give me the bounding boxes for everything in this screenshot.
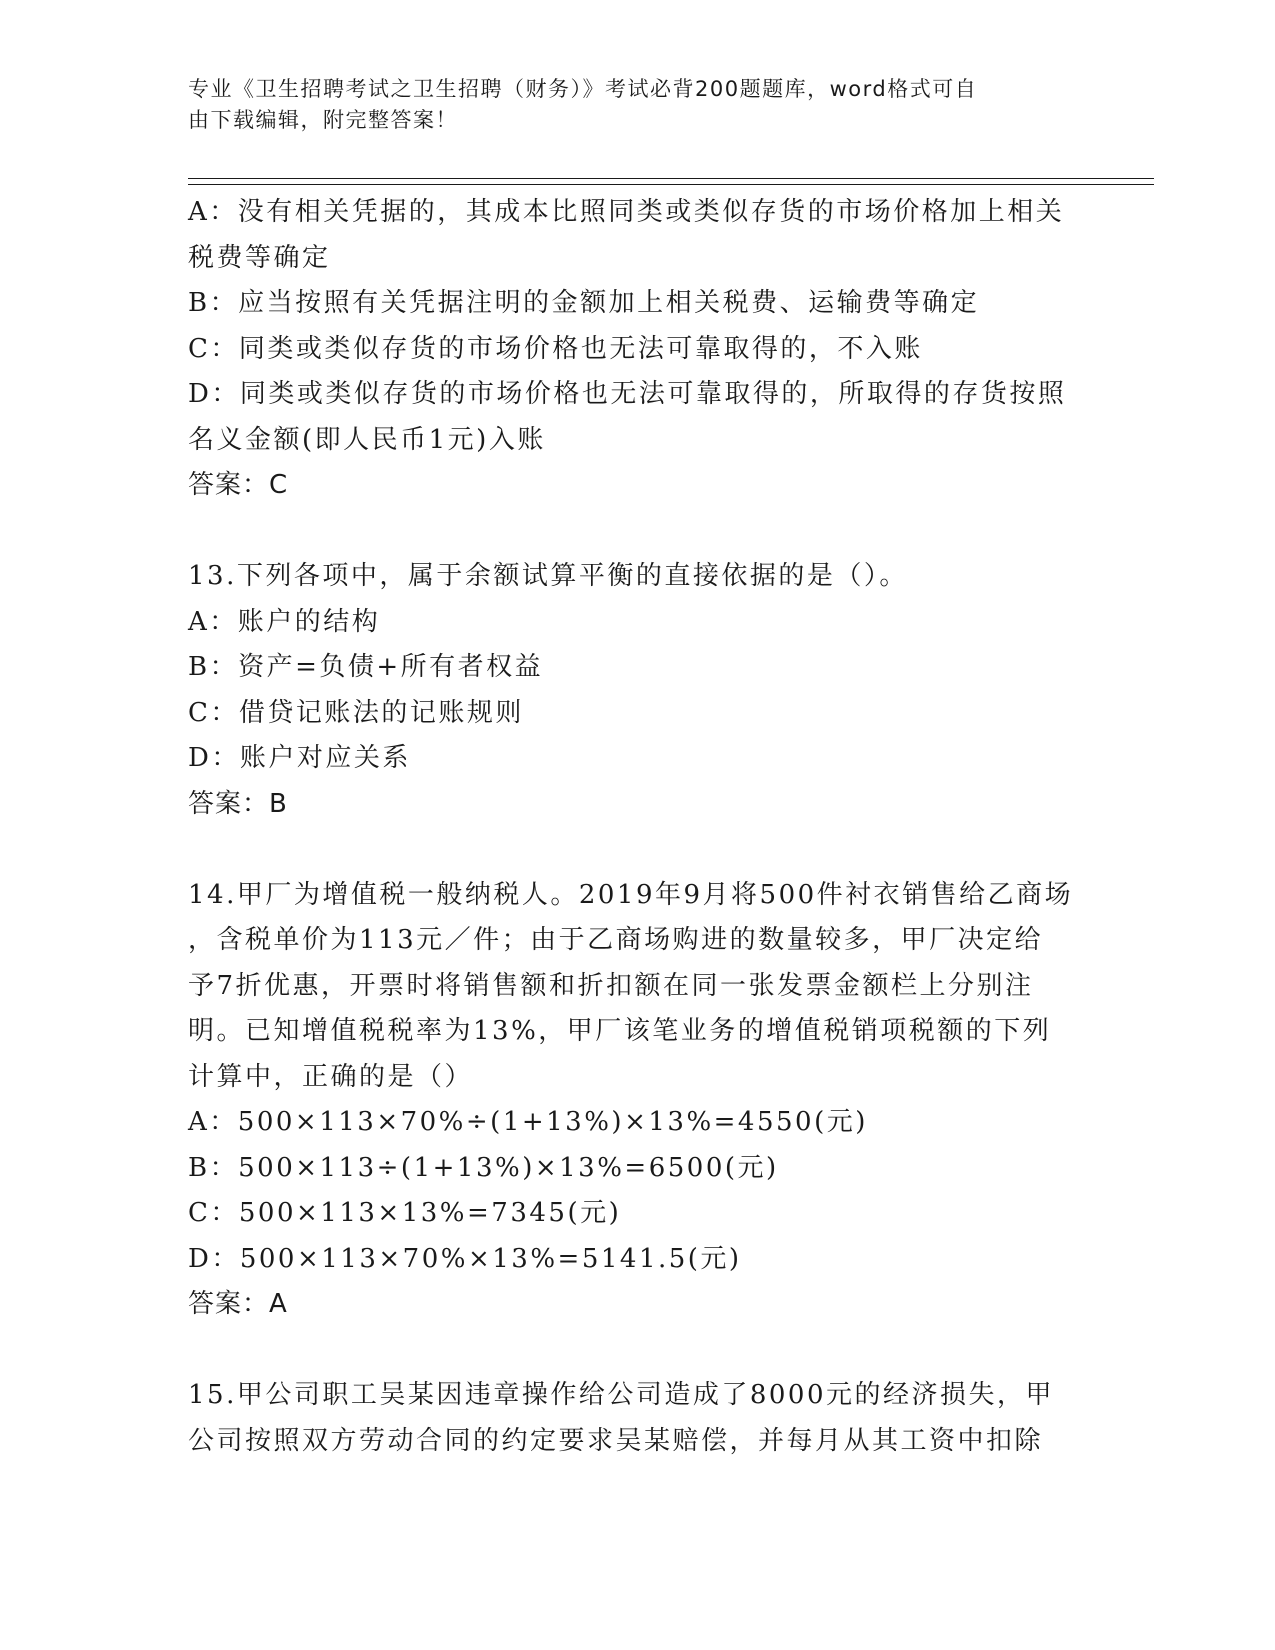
answer-line: 答案：B xyxy=(188,788,288,819)
question-12-block xyxy=(188,190,1088,509)
option-a-line-2: 税费等确定 xyxy=(188,242,331,273)
option-d: D：500×113×70%×13%=5141.5(元) xyxy=(188,1243,742,1274)
question-13-block xyxy=(188,554,1088,827)
answer-line: 答案：C xyxy=(188,470,289,500)
header-line-2: 由下载编辑，附完整答案！ xyxy=(188,108,458,132)
header-divider-top xyxy=(188,178,1154,179)
question-text-line-4: 明。已知增值税税率为13%，甲厂该笔业务的增值税销项税额的下列 xyxy=(188,1016,1052,1046)
option-b: B：500×113÷(1+13%)×13%=6500(元) xyxy=(188,1152,779,1183)
question-text-line-5: 计算中，正确的是（） xyxy=(188,1061,474,1092)
option-d-line-2: 名义金额(即人民币1元)入账 xyxy=(188,424,546,455)
question-15-block xyxy=(188,1373,1088,1464)
header-divider-bottom xyxy=(188,184,1154,185)
question-content xyxy=(188,190,1088,1464)
option-b: B：应当按照有关凭据注明的金额加上相关税费、运输费等确定 xyxy=(188,288,980,318)
option-b: B：资产=负债+所有者权益 xyxy=(188,652,544,682)
option-a-line-1: A：没有相关凭据的，其成本比照同类或类似存货的市场价格加上相关 xyxy=(188,197,1065,227)
option-c: C：借贷记账法的记账规则 xyxy=(188,697,524,728)
answer-line: 答案：A xyxy=(188,1289,288,1319)
option-a: A：账户的结构 xyxy=(188,606,381,637)
header-line-1: 专业《卫生招聘考试之卫生招聘（财务）》考试必背200题题库，word格式可自 xyxy=(188,77,978,101)
question-text: 13.下列各项中，属于余额试算平衡的直接依据的是（）。 xyxy=(188,561,908,591)
question-14-block xyxy=(188,873,1088,1328)
option-a: A：500×113×70%÷(1+13%)×13%=4550(元) xyxy=(188,1107,868,1137)
spacer xyxy=(188,827,1088,873)
spacer xyxy=(188,1328,1088,1374)
question-text-line-2: 公司按照双方劳动合同的约定要求吴某赔偿，并每月从其工资中扣除 xyxy=(188,1425,1044,1456)
option-c: C：同类或类似存货的市场价格也无法可靠取得的，不入账 xyxy=(188,333,923,364)
option-c: C：500×113×13%=7345(元) xyxy=(188,1198,622,1228)
option-d-line-1: D：同类或类似存货的市场价格也无法可靠取得的，所取得的存货按照 xyxy=(188,379,1067,409)
spacer xyxy=(188,509,1088,555)
question-text-line-1: 15.甲公司职工吴某因违章操作给公司造成了8000元的经济损失，甲 xyxy=(188,1380,1055,1410)
option-d: D：账户对应关系 xyxy=(188,743,411,773)
document-header xyxy=(188,74,1068,136)
question-text-line-1: 14.甲厂为增值税一般纳税人。2019年9月将500件衬衣销售给乙商场 xyxy=(188,879,1074,910)
question-text-line-3: 予7折优惠，开票时将销售额和折扣额在同一张发票金额栏上分别注 xyxy=(188,970,1034,1001)
question-text-line-2: ，含税单价为113元／件；由于乙商场购进的数量较多，甲厂决定给 xyxy=(188,925,1044,955)
